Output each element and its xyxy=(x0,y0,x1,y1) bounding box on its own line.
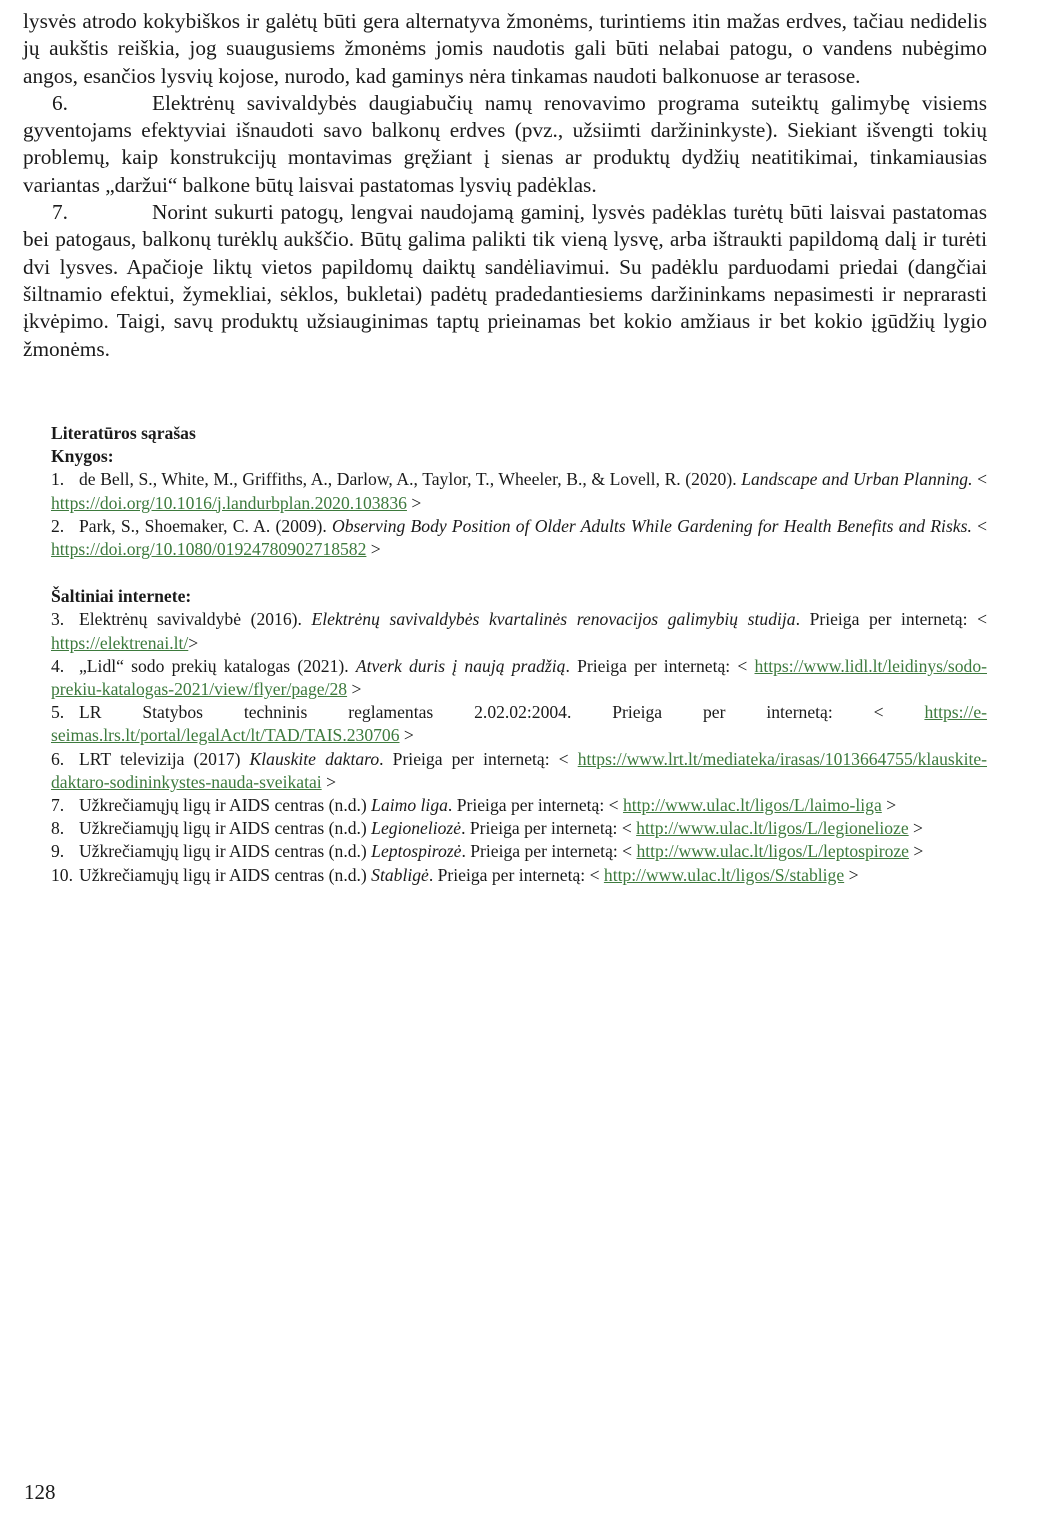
reference-6-link[interactable]: https://www.lrt.lt/mediateka/irasas/1013664755/klauskite-daktaro-sodininkystes-nauda-sveikatai xyxy=(51,748,988,792)
reference-number: 7. xyxy=(51,795,65,816)
paragraph-6-text: Elektrėnų savivaldybės daugiabučių namų renovavimo programa suteiktų galimybę visiems gyventojams efektyviai išnaudoti savo balkonų erdves (pvz., užsiimti daržininkyste). Siekiant išvengti tokių problemų, kaip konstrukcijų montavimas gręžiant į sienas ar produktų dydžių neatitikimai, tinkamiausias variantas „daržui“ balkone būtų laisvai pastatomas lysvių padėklas. xyxy=(23,90,987,197)
paragraph-continuation: lysvės atrodo kokybiškos ir galėtų būti gera alternatyva žmonėms, turintiems itin mažas erdves, tačiau nedidelis jų aukštis reiškia, jog suaugusiems žmonėms jomis naudotis gali būti nelabai patogu, o vandens nubėgimo angos, esančios lysvių kojose, nurodo, kad gaminys nėra tinkamas naudoti balkonuose ar terasose. xyxy=(23,9,987,88)
reference-number: 1. xyxy=(51,469,65,490)
reference-8: 8. Užkrečiamųjų ligų ir AIDS centras (n.d.) Legioneliozė. Prieiga per internetą: < http://www.ulac.lt/ligos/L/legionelioze > xyxy=(51,817,987,840)
reference-number: 2. xyxy=(51,515,65,536)
paragraph-7 xyxy=(23,199,987,363)
books-heading: Knygos: xyxy=(51,446,114,467)
paragraph-7-number: 7. xyxy=(52,200,68,225)
references-section xyxy=(51,422,987,887)
paragraph-6-number: 6. xyxy=(52,90,68,115)
reference-number: 4. xyxy=(51,655,65,676)
reference-number: 6. xyxy=(51,748,65,769)
reference-3-link[interactable]: https://elektrenai.lt/ xyxy=(51,632,189,653)
reference-9: 9. Užkrečiamųjų ligų ir AIDS centras (n.d.) Leptospirozė. Prieiga per internetą: < http://www.ulac.lt/ligos/L/leptospiroze > xyxy=(51,840,987,863)
reference-7: 7. Užkrečiamųjų ligų ir AIDS centras (n.d.) Laimo liga. Prieiga per internetą: < http://www.ulac.lt/ligos/L/laimo-liga > xyxy=(51,794,987,817)
references-title: Literatūros sąrašas xyxy=(51,423,196,443)
reference-7-link[interactable]: http://www.ulac.lt/ligos/L/laimo-liga xyxy=(622,795,882,816)
paragraph-7-text: Norint sukurti patogų, lengvai naudojamą gaminį, lysvės padėklas turėtų būti laisvai pastatomas bei patogaus, balkonų turėklų aukščio. Būtų galima palikti tik vieną lysvę, arba ištraukti papildomą dalį ir turėti dvi lysves. Apačioje liktų vietos papildomų daiktų sandėliavimui. Su padėklu parduodami priedai (dangčiai šiltnamio efektui, žymekliai, sėklos, bukletai) padėtų pradedantiesiems daržininkams nepasimesti ir neprarasti įkvėpimo. Taigi, savų produktų užsiauginimas taptų prieinamas bet kokio amžiaus ir bet kokio įgūdžių lygio žmonėms. xyxy=(23,200,987,361)
page-number: 128 xyxy=(24,1480,56,1504)
reference-4: 4. „Lidl“ sodo prekių katalogas (2021). Atverk duris į naują pradžią. Prieiga per internetą: < https://www.lidl.lt/leidinys/sodo-prekiu-katalogas-2021/view/flyer/page/28 > xyxy=(51,655,987,700)
reference-1: 1. de Bell, S., White, M., Griffiths, A., Darlow, A., Taylor, T., Wheeler, B., & Lovell, R. (2020). Landscape and Urban Planning. < https://doi.org/10.1016/j.landurbplan.2020.103836 > xyxy=(51,469,987,513)
reference-3: 3. Elektrėnų savivaldybė (2016). Elektrėnų savivaldybės kvartalinės renovacijos galimybių studija. Prieiga per internetą: < https://elektrenai.lt/> xyxy=(51,609,987,653)
reference-number: 9. xyxy=(51,841,65,862)
reference-2-link[interactable]: https://doi.org/10.1080/01924780902718582 xyxy=(51,539,367,560)
reference-5: 5. LR Statybos techninis reglamentas 2.02.02:2004. Prieiga per internetą: < https://e-seimas.lrs.lt/portal/legalAct/lt/TAD/TAIS.230706 > xyxy=(51,702,987,746)
reference-8-link[interactable]: http://www.ulac.lt/ligos/L/legionelioze xyxy=(636,818,909,839)
reference-number: 5. xyxy=(51,702,65,723)
reference-4-link[interactable]: https://www.lidl.lt/leidinys/sodo-prekiu-katalogas-2021/view/flyer/page/28 xyxy=(51,655,987,700)
reference-number: 10. xyxy=(51,864,73,885)
reference-number: 3. xyxy=(51,609,65,630)
reference-10: 10. Užkrečiamųjų ligų ir AIDS centras (n.d.) Stabligė. Prieiga per internetą: < http://www.ulac.lt/ligos/S/stablige > xyxy=(51,864,987,887)
section-spacer xyxy=(51,561,987,585)
reference-1-link[interactable]: https://doi.org/10.1016/j.landurbplan.2020.103836 xyxy=(51,492,407,513)
reference-9-link[interactable]: http://www.ulac.lt/ligos/L/leptospiroze xyxy=(636,841,909,862)
reference-number: 8. xyxy=(51,818,65,839)
internet-sources-heading: Šaltiniai internete: xyxy=(51,586,192,607)
reference-5-link[interactable]: https://e-seimas.lrs.lt/portal/legalAct/lt/TAD/TAIS.230706 xyxy=(51,702,987,746)
body-text xyxy=(23,8,987,363)
reference-2: 2. Park, S., Shoemaker, C. A. (2009). Observing Body Position of Older Adults While Gardening for Health Benefits and Risks. < https://doi.org/10.1080/01924780902718582 > xyxy=(51,515,988,560)
reference-10-link[interactable]: http://www.ulac.lt/ligos/S/stablige xyxy=(603,864,845,885)
reference-6: 6. LRT televizija (2017) Klauskite daktaro. Prieiga per internetą: < https://www.lrt.lt/mediateka/irasas/1013664755/klauskite-daktaro-sodininkystes-nauda-sveikatai > xyxy=(51,748,988,792)
paragraph-6 xyxy=(23,90,987,199)
